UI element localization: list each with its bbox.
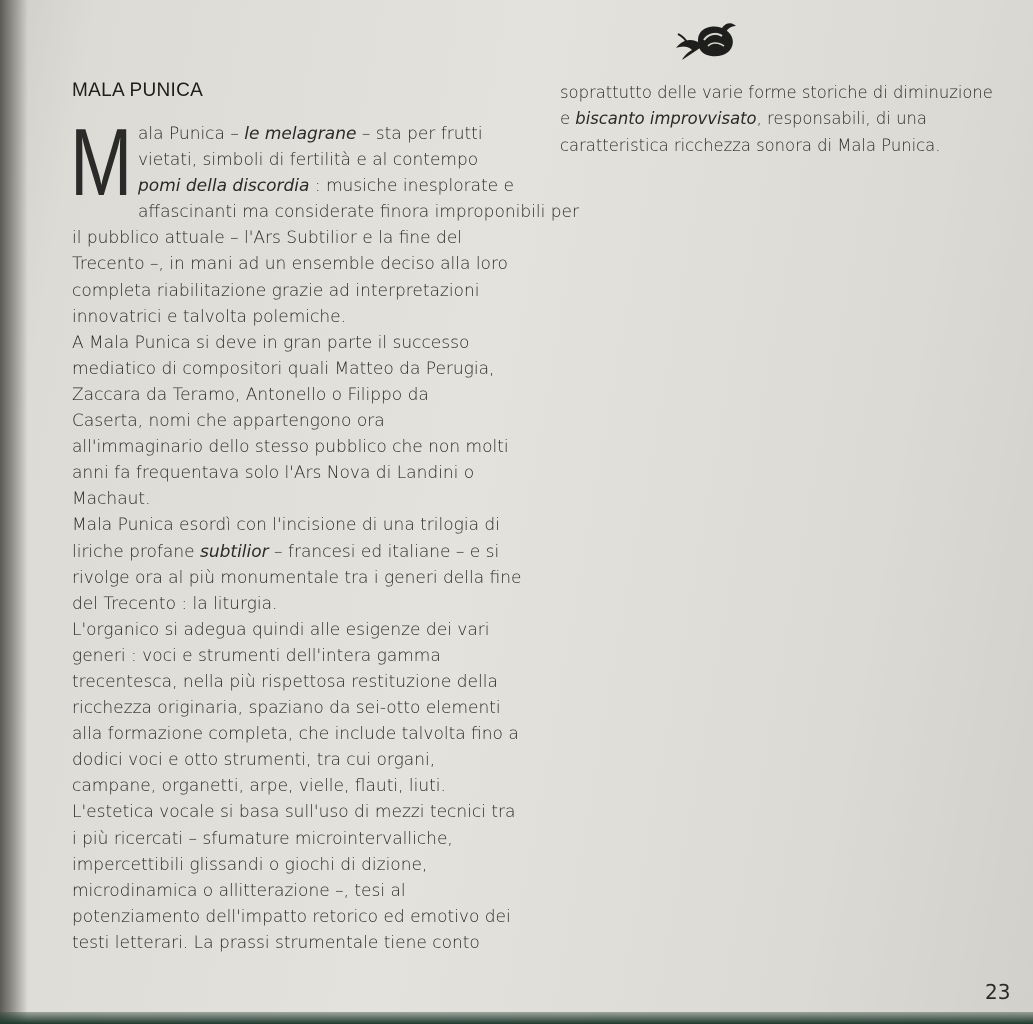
text-line: Machaut. (72, 489, 151, 510)
text-line: Mala Punica esordì con l'incisione di una trilogia di (72, 515, 500, 536)
text-line: e biscanto improvvisato, responsabili, di una (560, 109, 927, 129)
text-line: all'immaginario dello stesso pubblico che non molti (72, 437, 509, 458)
right-text-column (560, 80, 1000, 159)
text-line: potenziamento dell'impatto retorico ed emotivo dei (72, 906, 511, 927)
text-line: A Mala Punica si deve in gran parte il successo (72, 332, 470, 353)
text-line: vietati, simboli di fertilità e al contempo (138, 150, 479, 171)
text-line: generi : voci e strumenti dell'intera gamma (72, 645, 441, 666)
left-text-column (70, 109, 579, 956)
paragraph-composers (72, 330, 527, 513)
text-line: L'estetica vocale si basa sull'uso di mezzi tecnici tra (72, 802, 516, 823)
text-line: mediatico di compositori quali Matteo da Perugia, (72, 358, 495, 379)
text-line: innovatrici e talvolta polemiche. (72, 306, 346, 327)
text-line: affascinanti ma considerate finora improponibili per (138, 202, 579, 223)
page-binding-shadow (0, 0, 28, 1024)
drop-cap: M (70, 109, 133, 216)
text-line: Caserta, nomi che appartengono ora (72, 411, 385, 432)
text-line: soprattutto delle varie forme storiche di diminuzione (560, 83, 993, 102)
text-line: i più ricercati – sfumature microintervalliche, (72, 828, 453, 849)
text-line: Zaccara da Teramo, Antonello o Filippo da (72, 384, 429, 405)
text-line: liriche profane subtilior – francesi ed italiane – e si (72, 541, 500, 562)
text-line: microdinamica o allitterazione –, tesi al (72, 880, 406, 901)
text-line: impercettibili glissandi o giochi di dizione, (72, 854, 428, 875)
pomegranate-ornament-icon (668, 18, 740, 62)
text-line: Trecento –, in mani ad un ensemble deciso alla loro (72, 254, 508, 275)
paragraph-aesthetics (72, 799, 527, 956)
text-line: alla formazione completa, che include talvolta fino a (72, 724, 519, 745)
text-line: caratteristica ricchezza sonora di Mala Punica. (560, 135, 941, 155)
text-line: campane, organetti, arpe, vielle, flauti, liuti. (72, 776, 446, 797)
text-line: trecentesca, nella più rispettosa restituzione della (72, 671, 498, 692)
text-line: del Trecento : la liturgia. (72, 593, 278, 614)
paragraph-ensemble (72, 617, 527, 800)
text-line: rivolge ora al più monumentale tra i generi della fine (72, 567, 522, 588)
paragraph-intro (70, 109, 579, 330)
text-line: ricchezza originaria, spaziano da sei-otto elementi (72, 698, 501, 719)
text-line: L'organico si adegua quindi alle esigenze dei vari (72, 619, 490, 640)
text-line: completa riabilitazione grazie ad interpretazioni (72, 280, 480, 301)
text-line: il pubblico attuale – l'Ars Subtilior e la fine del (72, 228, 463, 249)
paragraph-debut (72, 512, 527, 616)
article-title: MALA PUNICA (72, 80, 204, 101)
text-line: dodici voci e otto strumenti, tra cui organi, (72, 750, 436, 771)
text-line: ala Punica – le melagrane – sta per frutti (138, 124, 483, 144)
text-line: anni fa frequentava solo l'Ars Nova di Landini o (72, 463, 475, 484)
paragraph-continuation (560, 80, 1000, 159)
page-bottom-edge (0, 1012, 1033, 1024)
page-number: 23 (985, 980, 1011, 1004)
text-line: pomi della discordia : musiche inesplorate e (138, 176, 514, 197)
text-line: testi letterari. La prassi strumentale tiene conto (72, 932, 480, 953)
